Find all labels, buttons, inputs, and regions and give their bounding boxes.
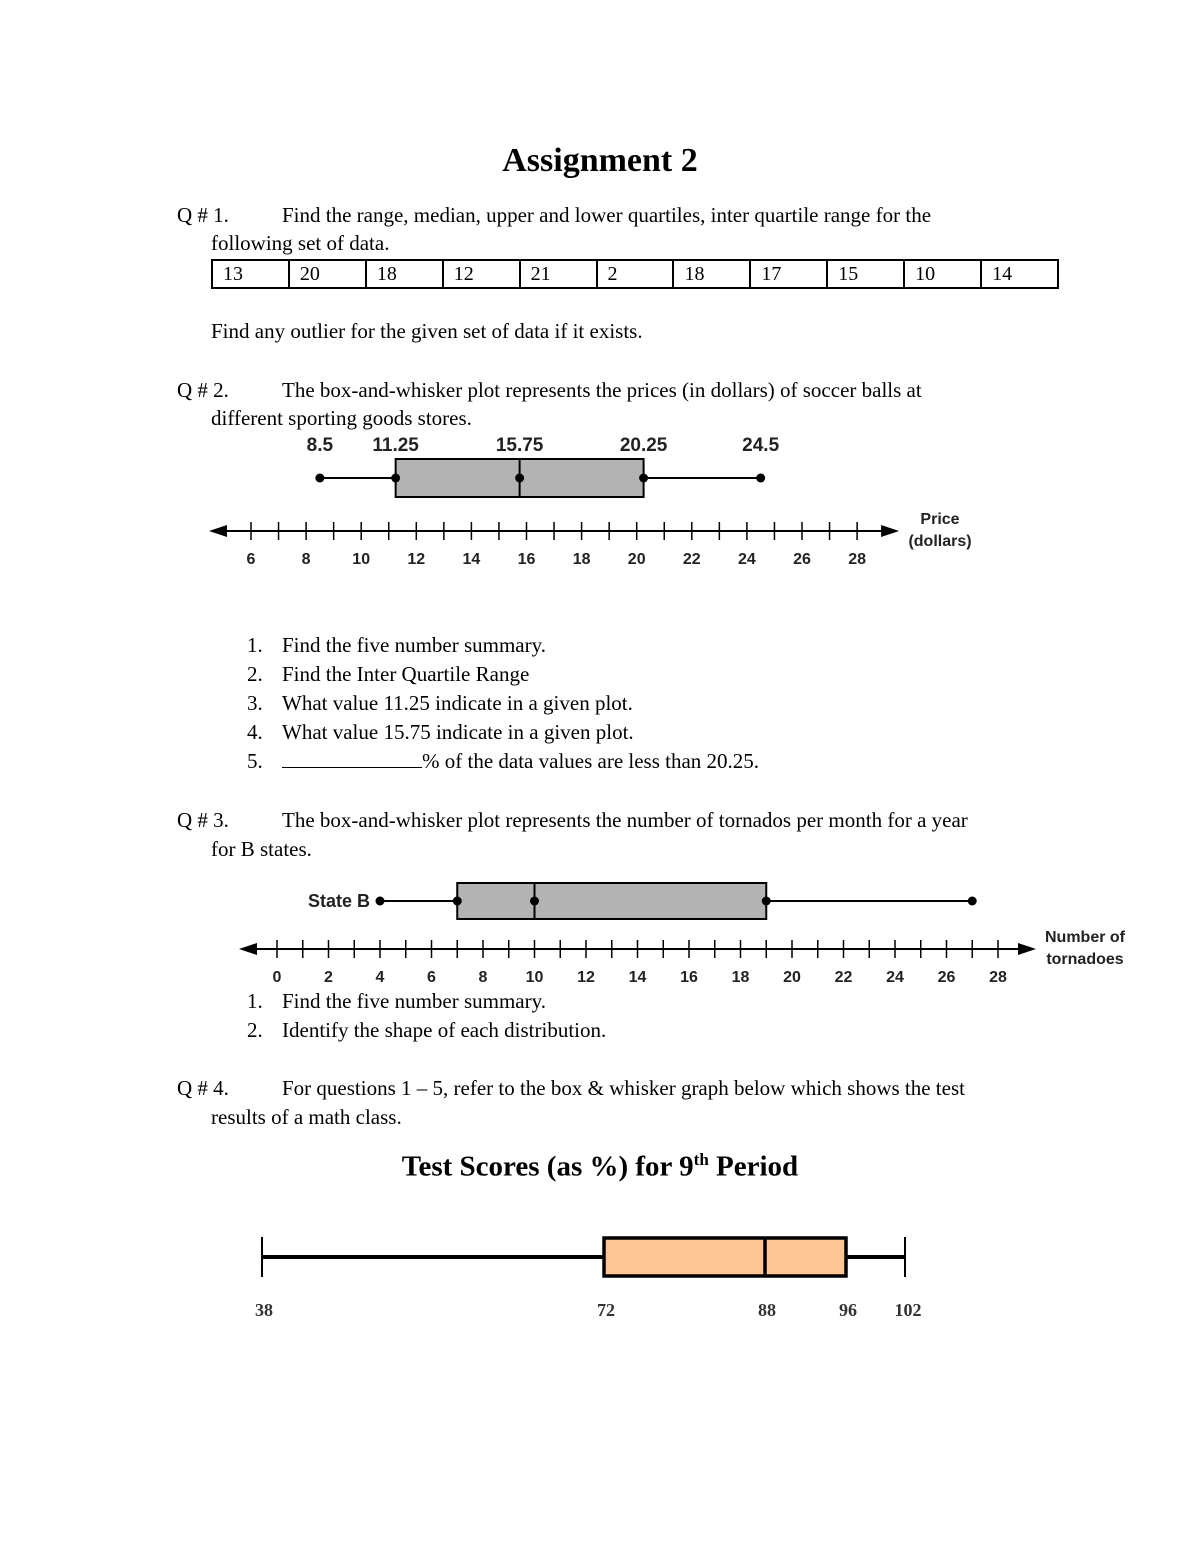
table-cell: 20 <box>289 260 366 288</box>
item-number: 5. <box>247 749 263 773</box>
tick-label: 20 <box>627 551 646 568</box>
tick-label: 10 <box>525 969 544 986</box>
q3-text-line2: for B states. <box>211 837 312 861</box>
tick-label: 6 <box>427 969 436 986</box>
table-cell: 18 <box>366 260 443 288</box>
value-label: 24.5 <box>742 435 780 456</box>
item-text: % of the data values are less than 20.25. <box>422 749 760 773</box>
tick-label: 8 <box>301 551 311 568</box>
tick-label: 14 <box>462 551 481 568</box>
axis-label: tornadoes <box>1046 951 1124 968</box>
tick-label: 14 <box>628 969 647 986</box>
value-label: 102 <box>894 1300 922 1320</box>
tick-label: 24 <box>886 969 904 986</box>
q2-text-line1: The box-and-whisker plot represents the prices (in dollars) of soccer balls at <box>282 378 922 402</box>
tick-label: 6 <box>246 551 256 568</box>
table-cell: 21 <box>520 260 597 288</box>
value-label: 88 <box>758 1300 776 1320</box>
tick-label: 16 <box>517 551 536 568</box>
item-text: What value 15.75 indicate in a given plot. <box>282 720 634 744</box>
q4-number: Q # 4. <box>177 1076 229 1100</box>
tick-label: 16 <box>680 969 698 986</box>
item-number: 2. <box>247 662 263 686</box>
tick-label: 18 <box>572 551 591 568</box>
value-label: 20.25 <box>619 435 668 456</box>
tick-label: 4 <box>375 969 385 986</box>
tick-label: 28 <box>848 551 866 568</box>
item-text: What value 11.25 indicate in a given plot. <box>282 691 633 715</box>
tick-label: 28 <box>989 969 1007 986</box>
title-end: Period <box>708 1150 799 1183</box>
tick-label: 22 <box>682 551 701 568</box>
tick-label: 22 <box>834 969 853 986</box>
q3-number: Q # 3. <box>177 808 229 832</box>
value-label: 72 <box>597 1300 615 1320</box>
q1-outlier-prompt: Find any outlier for the given set of data if it exists. <box>211 319 643 343</box>
title-superscript: th <box>693 1150 709 1169</box>
item-number: 4. <box>247 720 263 744</box>
tick-label: 12 <box>407 551 426 568</box>
tick-label: 8 <box>478 969 488 986</box>
tick-label: 20 <box>783 969 801 986</box>
value-label: 38 <box>255 1300 273 1320</box>
q1-number: Q # 1. <box>177 203 229 227</box>
table-cell: 10 <box>904 260 981 288</box>
table-cell: 15 <box>827 260 904 288</box>
iqr-box <box>604 1238 846 1276</box>
item-text: Find the five number summary. <box>282 633 547 657</box>
tick-label: 2 <box>324 969 333 986</box>
tick-label: 0 <box>272 969 282 986</box>
tick-label: 10 <box>352 551 371 568</box>
tick-label: 26 <box>937 969 956 986</box>
tick-label: 26 <box>793 551 811 568</box>
axis-label: Number of <box>1045 929 1125 946</box>
axis-label: (dollars) <box>908 533 972 550</box>
q4-text-line1: For questions 1 – 5, refer to the box & whisker graph below which shows the test <box>282 1076 965 1100</box>
value-label: 8.5 <box>306 435 334 456</box>
axis-label: Price <box>920 511 960 528</box>
value-label: 11.25 <box>372 435 419 456</box>
item-number: 1. <box>247 633 263 657</box>
title-main: Test Scores (as %) for 9 <box>401 1150 694 1183</box>
table-cell: 2 <box>597 260 674 288</box>
q2-number: Q # 2. <box>177 378 229 402</box>
item-number: 3. <box>247 691 263 715</box>
table-cell: 17 <box>750 260 827 288</box>
tick-label: 12 <box>577 969 595 986</box>
item-text: Find the Inter Quartile Range <box>282 662 530 686</box>
q1-text-line1: Find the range, median, upper and lower quartiles, inter quartile range for the <box>282 203 932 227</box>
item-number: 1. <box>247 989 263 1013</box>
item-text: Find the five number summary. <box>282 989 547 1013</box>
item-text: Identify the shape of each distribution. <box>282 1018 607 1042</box>
table-cell: 13 <box>212 260 289 288</box>
page-title: Assignment 2 <box>502 142 698 179</box>
q2-text-line2: different sporting goods stores. <box>211 406 472 430</box>
tick-label: 18 <box>731 969 750 986</box>
q3-text-line1: The box-and-whisker plot represents the number of tornados per month for a year <box>282 808 968 832</box>
series-label: State B <box>307 891 370 911</box>
table-cell: 12 <box>443 260 520 288</box>
tick-label: 24 <box>738 551 756 568</box>
q1-text-line2: following set of data. <box>211 231 390 255</box>
q4-text-line2: results of a math class. <box>211 1105 402 1129</box>
item-number: 2. <box>247 1018 263 1042</box>
value-label: 96 <box>839 1300 857 1320</box>
table-cell: 18 <box>673 260 750 288</box>
table-cell: 14 <box>981 260 1058 288</box>
value-label: 15.75 <box>495 435 544 456</box>
